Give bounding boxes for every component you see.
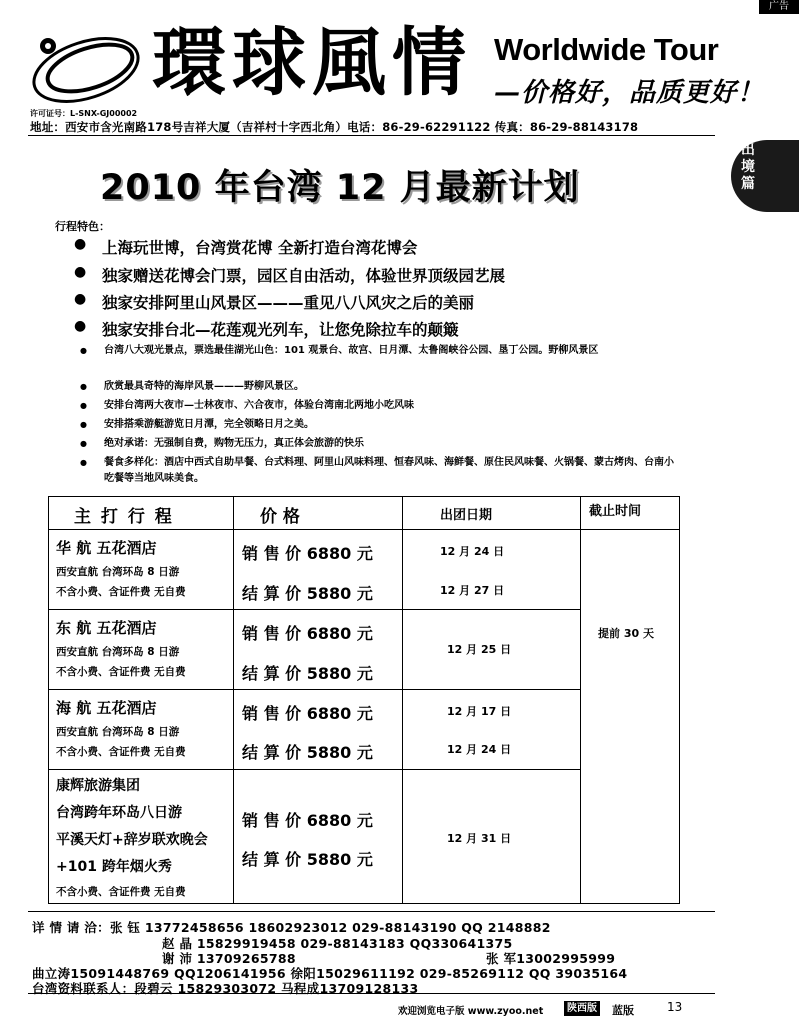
route-title: 东 航 五花酒店 [56, 619, 157, 637]
route-detail: 台湾跨年环岛八日游 [56, 805, 182, 821]
departure-date: 12 月 24 日 [447, 743, 512, 756]
contact-line: 谢 沛 13709265788 [162, 951, 296, 966]
route-title: 康辉旅游集团 [56, 778, 140, 794]
sale-price: 销 售 价 6880 元 [242, 624, 373, 643]
header-date: 出团日期 [440, 508, 493, 523]
settle-price: 结 算 价 5880 元 [242, 664, 373, 683]
table-divider [48, 769, 581, 770]
table-divider [402, 496, 403, 904]
route-detail: 不含小费、含证件费 无自费 [56, 746, 186, 758]
section-tab-label: 出境篇 [741, 142, 755, 192]
edition-label: 蓝版 [612, 1004, 634, 1017]
page-title: 2010 年台湾 12 月最新计划 [100, 168, 580, 208]
departure-date: 12 月 17 日 [447, 705, 512, 718]
route-title: 海 航 五花酒店 [56, 699, 157, 717]
deadline-value: 提前 30 天 [598, 627, 654, 640]
sale-price: 销 售 价 6880 元 [242, 704, 373, 723]
footer-divider [28, 993, 715, 994]
brand-slogan: —价格好，品质更好！ [494, 78, 765, 108]
feature-minor: ● 台湾八大观光景点，票选最佳湖光山色：101 观景台、故宫、日月潭、太鲁阁峡谷公园、垦丁公园。野柳风景区 [80, 345, 599, 356]
globe-logo-icon [28, 28, 148, 108]
route-detail: 不含小费、含证件费 无自费 [56, 586, 186, 598]
route-detail: 西安直航 台湾环岛 8 日游 [56, 646, 180, 658]
route-detail: 不含小费、含证件费 无自费 [56, 666, 186, 678]
departure-date: 12 月 27 日 [440, 584, 505, 597]
feature-minor: ● 餐食多样化：酒店中西式自助早餐、台式料理、阿里山风味料理、恒春风味、海鲜餐、原住民风味餐、火锅餐、蒙古烤肉、台南小吃餐等当地风味美食。 [80, 457, 674, 484]
contact-line: 详 情 请 洽：张 钰 13772458656 18602923012 029-88143190 QQ 2148882 [32, 920, 551, 935]
departure-date: 12 月 24 日 [440, 545, 505, 558]
sale-price: 销 售 价 6880 元 [242, 544, 373, 563]
contact-line: 赵 晶 15829919458 029-88143183 QQ330641375 [162, 936, 513, 951]
settle-price: 结 算 价 5880 元 [242, 850, 373, 869]
brand-name-en: Worldwide Tour [494, 32, 719, 67]
route-detail: 平溪天灯+辞岁联欢晚会 [56, 832, 208, 848]
table-divider [48, 609, 581, 610]
route-detail: 西安直航 台湾环岛 8 日游 [56, 726, 180, 738]
departure-date: 12 月 25 日 [447, 643, 512, 656]
feature-minor: ● 绝对承诺：无强制自费，购物无压力，真正体会旅游的快乐 [80, 438, 364, 449]
feature-major: ● 独家安排台北—花莲观光列车，让您免除拉车的颠簸 [80, 318, 459, 340]
route-title: 华 航 五花酒店 [56, 539, 157, 557]
license-number: 许可证号：L-SNX-GJ00002 [30, 109, 138, 118]
table-divider [580, 496, 581, 904]
route-detail: 不含小费、含证件费 无自费 [56, 886, 186, 898]
table-divider [48, 529, 680, 530]
contact-line: 曲立涛15091448769 QQ1206141956 徐阳15029611192 029-85269112 QQ 39035164 [32, 966, 628, 981]
header-price: 价 格 [260, 507, 300, 527]
footer-website[interactable]: 欢迎浏览电子版 www.zyoo.net [398, 1006, 544, 1017]
route-detail: +101 跨年烟火秀 [56, 859, 172, 875]
contact-line: 台湾资料联系人：段碧云 15829303072 马程成13709128133 [32, 981, 419, 996]
feature-minor: ● 安排搭乘游艇游览日月潭，完全领略日月之美。 [80, 419, 314, 430]
table-divider [233, 496, 234, 904]
header-divider [28, 135, 715, 136]
features-label: 行程特色： [55, 220, 110, 233]
header-route: 主 打 行 程 [74, 507, 174, 527]
ad-tag: 广告 [759, 0, 799, 14]
edition-badge: 陕西版 [564, 1001, 600, 1016]
section-tab [731, 140, 799, 212]
address-line: 地址：西安市含光南路178号吉祥大厦（吉祥村十字西北角）电话：86-29-62291122 传真：86-29-88143178 [30, 120, 639, 134]
sale-price: 销 售 价 6880 元 [242, 811, 373, 830]
page-number: 13 [667, 1000, 683, 1014]
departure-date: 12 月 31 日 [447, 832, 512, 845]
header-deadline: 截止时间 [589, 504, 642, 519]
feature-major: ● 上海玩世博，台湾赏花博 全新打造台湾花博会 [80, 236, 417, 258]
feature-major: ● 独家安排阿里山风景区———重见八八风灾之后的美丽 [80, 291, 474, 313]
settle-price: 结 算 价 5880 元 [242, 584, 373, 603]
contacts-divider [28, 911, 715, 912]
settle-price: 结 算 价 5880 元 [242, 743, 373, 762]
table-divider [48, 689, 581, 690]
feature-major: ● 独家赠送花博会门票，园区自由活动，体验世界顶级园艺展 [80, 264, 505, 286]
feature-minor: ● 安排台湾两大夜市—士林夜市、六合夜市，体验台湾南北两地小吃风味 [80, 400, 414, 411]
contact-line: 张 军13002995999 [486, 951, 616, 966]
brand-name-cn: 環球風情 [152, 20, 472, 106]
route-detail: 西安直航 台湾环岛 8 日游 [56, 566, 180, 578]
feature-minor: ● 欣赏最具奇特的海岸风景———野柳风景区。 [80, 381, 304, 392]
